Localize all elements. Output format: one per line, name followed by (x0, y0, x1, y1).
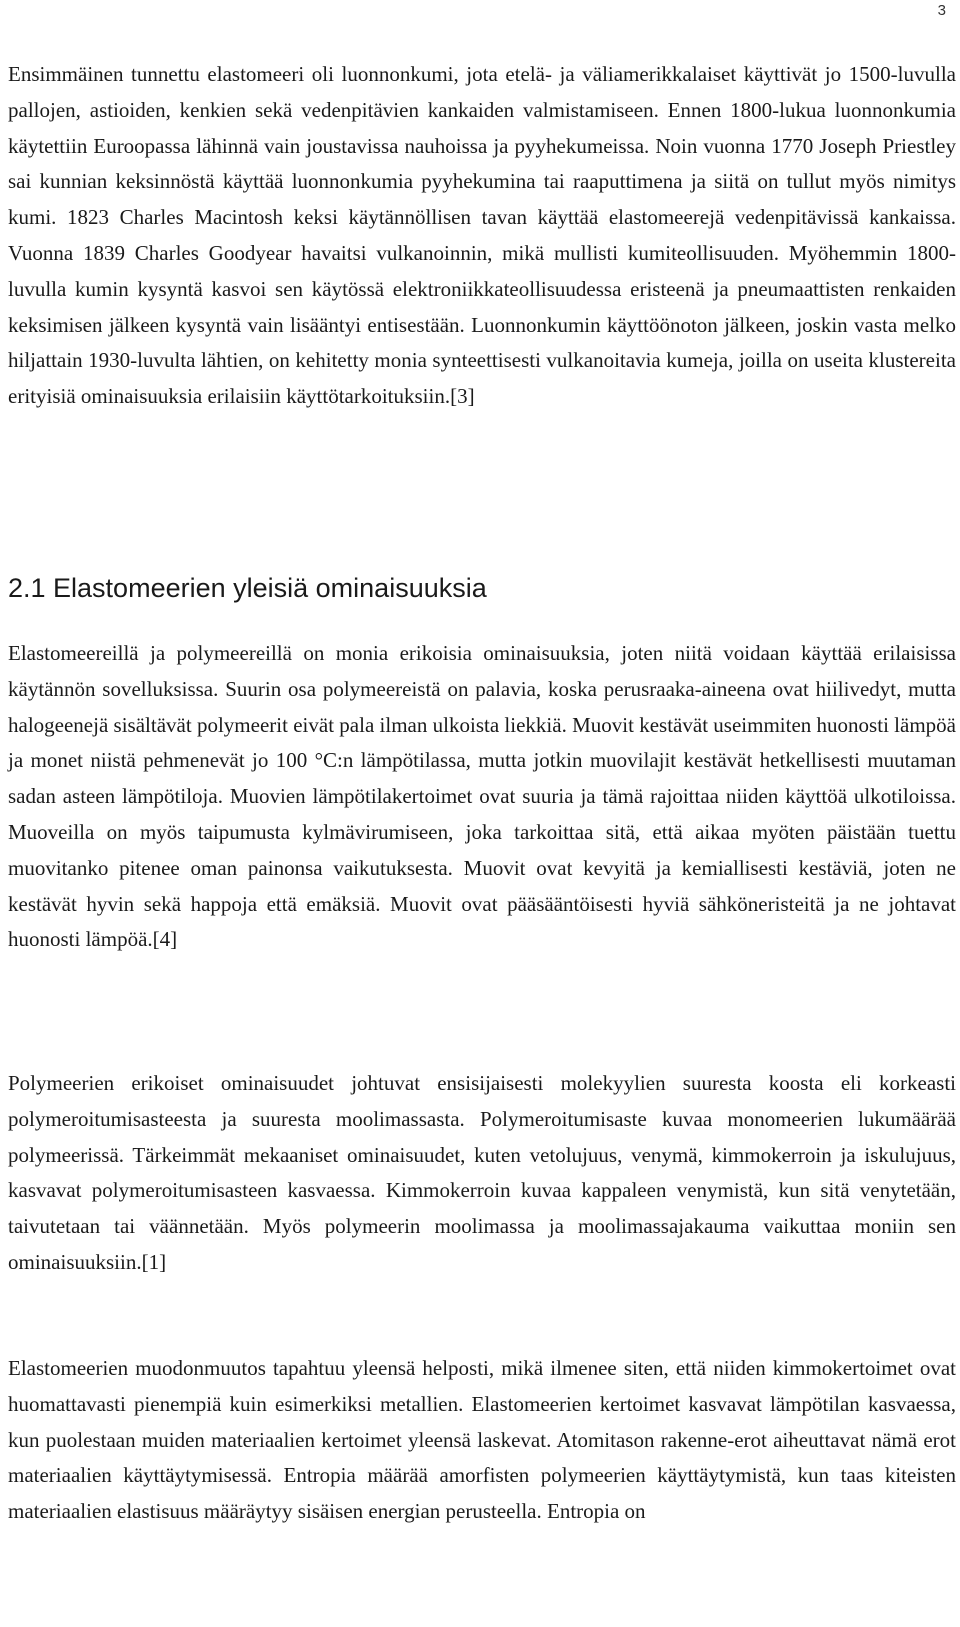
paragraph-deformation: Elastomeerien muodonmuutos tapahtuu yleensä helposti, mikä ilmenee siten, että niiden kimmokertoimet ovat huomattavasti pienempiä kuin esimerkiksi metallien. Elastomeerien kertoimet kasvavat lämpötilan kasvaessa, kun puolestaan muiden materiaalien kertoimet yleensä laskevat. Atomitason rakenne-erot aiheuttavat nämä erot materiaalien käyttäytymisessä. Entropia määrää amorfisten polymeerien käyttäytymistä, kun taas kiteisten materiaalien elastisuus määräytyy sisäisen energian perusteella. Entropia on (8, 1356, 956, 1524)
paragraph-history: Ensimmäinen tunnettu elastomeeri oli luonnonkumi, jota etelä- ja väliamerikkalaiset käyttivät jo 1500-luvulla pallojen, astioiden, kenkien sekä vedenpitävien kankaiden valmistamiseen. Ennen 1800-lukua luonnonkumia käytettiin Euroopassa lähinnä vain joustavissa nauhoissa ja pyyhekumeissa. Noin vuonna 1770 Joseph Priestley sai kunnian keksinnöstä käyttää luonnonkumia pyyhekumina tai raaputtimena ja siitä on tullut myös nimitys kumi. 1823 Charles Macintosh keksi käytännöllisen tavan käyttää elastomeerejä vedenpitävissä kankaissa. Vuonna 1839 Charles Goodyear havaitsi vulkanoinnin, mikä mullisti kumiteollisuuden. Myöhemmin 1800-luvulla kumin kysyntä kasvoi sen käytössä elektroniikkateollisuudessa eristeenä ja pneumaattisten renkaiden keksimisen jälkeen kysyntä vain lisääntyi entisestään. Luonnonkumin käyttöönoton jälkeen, joskin vasta melko hiljattain 1930-luvulta lähtien, on kehitetty monia synteettisesti vulkanoitavia kumeja, joilla on useita klustereita erityisiä ominaisuuksia erilaisiin käyttötarkoituksiin.[3] (8, 62, 956, 409)
paragraph-molecular-size: Polymeerien erikoiset ominaisuudet johtuvat ensisijaisesti molekyylien suuresta koosta eli korkeasti polymeroitumisasteesta ja suuresta moolimassasta. Polymeroitumisaste kuvaa monomeerien lukumäärää polymeerissä. Tärkeimmät mekaaniset ominaisuudet, kuten vetolujuus, venymä, kimmokerroin ja iskulujuus, kasvavat polymeroitumisasteen kasvaessa. Kimmokerroin kuvaa kappaleen venymistä, kun sitä venytetään, taivutetaan tai väännetään. Myös polymeerin moolimassa ja moolimassajakauma vaikuttaa moniin sen ominaisuuksiin.[1] (8, 1071, 956, 1274)
page-number: 3 (937, 2, 946, 19)
paragraph-properties: Elastomeereillä ja polymeereillä on monia erikoisia ominaisuuksia, joten niitä voidaan käyttää erilaisissa käytännön sovelluksissa. Suurin osa polymeereistä on palavia, koska perusraaka-aineena ovat hiilivedyt, mutta halogeenejä sisältävät polymeerit eivät pala ilman ulkoista liekkiä. Muovit kestävät useimmiten huonosti lämpöä ja monet niistä pehmenevät jo 100 °C:n lämpötilassa, mutta jotkin muovilajit kestävät hetkellisesti muutaman sadan asteen lämpötiloja. Muovien lämpötilakertoimet ovat suuria ja tämä rajoittaa niiden käyttöä ulkotiloissa. Muoveilla on myös taipumusta kylmävirumiseen, joka tarkoittaa sitä, että aikaa myöten päistään tuettu muovitanko pitenee oman painonsa vaikutuksesta. Muovit ovat kevyitä ja kemiallisesti kestäviä, joten ne kestävät hyvin sekä happoja että emäksiä. Muovit ovat pääsääntöisesti hyviä sähköneristeitä ja ne johtavat huonosti lämpöä.[4] (8, 641, 956, 952)
section-heading: 2.1 Elastomeerien yleisiä ominaisuuksia (8, 573, 487, 603)
